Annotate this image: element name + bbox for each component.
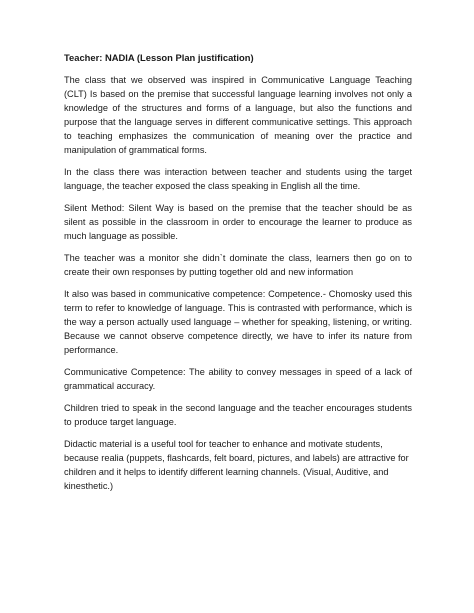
paragraph-children: Children tried to speak in the second language and the teacher encourages students to produce target language.	[64, 403, 412, 427]
paragraph-monitor: The teacher was a monitor she didn`t dominate the class, learners then go on to create their own responses by putting together old and new information	[64, 253, 412, 277]
paragraph-interaction: In the class there was interaction between teacher and students using the target language, the teacher exposed the class speaking in English all the time.	[64, 167, 412, 191]
paragraph-competence: It also was based in communicative competence: Competence.- Chomosky used this term to refer to knowledge of language. This is contrasted with performance, which is the way a person actually used language – whether for speaking, listening, or writing. Because we cannot observe competence directly, we have to infer its nature from performance.	[64, 289, 412, 355]
paragraph-communicative-competence: Communicative Competence: The ability to convey messages in speed of a lack of grammatical accuracy.	[64, 367, 412, 391]
paragraph-clt: The class that we observed was inspired in Communicative Language Teaching (CLT) Is based on the premise that successful language learning involves not only a knowledge of the structures and forms of a language, but also the functions and purpose that the language serves in different communicative settings. This approach to teaching emphasizes the communication of meaning over the practice and manipulation of grammatical forms.	[64, 75, 412, 155]
paragraph-didactic-material: Didactic material is a useful tool for teacher to enhance and motivate students, because realia (puppets, flashcards, felt board, pictures, and labels) are attractive for children and it helps to identify different learning channels. (Visual, Auditive, and kinesthetic.)	[64, 439, 409, 491]
document-title: Teacher: NADIA (Lesson Plan justification)	[64, 52, 254, 63]
document-page	[64, 52, 412, 501]
paragraph-silent-method: Silent Method: Silent Way is based on the premise that the teacher should be as silent as possible in the classroom in order to encourage the learner to produce as much language as possible.	[64, 203, 412, 241]
